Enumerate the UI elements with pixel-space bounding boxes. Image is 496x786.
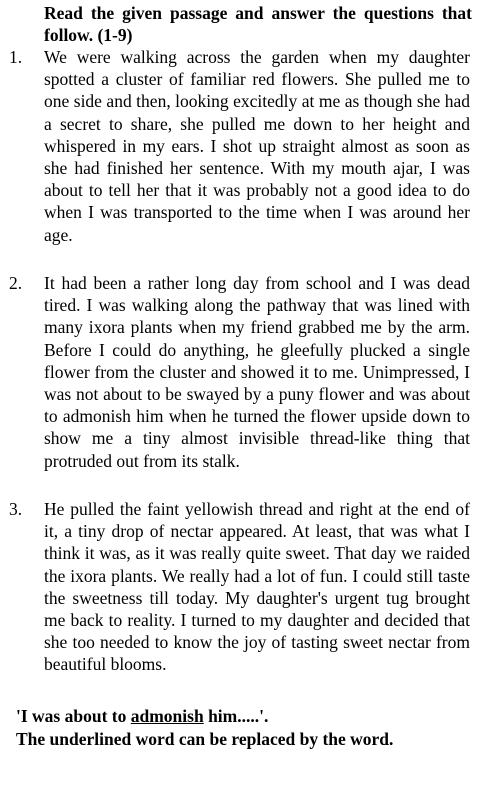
paragraph-number: 2. [9,273,23,293]
paragraph-text: He pulled the faint yellowish thread and right at the end of it, a tiny drop of nectar appeared. At least, that was what I think it was, as it was really quite sweet. That day we raided the ixora plants. We really had a lot of fun. I could still taste the sweetness till today. My daughter's urgent tug brought me back to reality. I turned to my daughter and decided that she too needed to know the joy of tasting sweet nectar from beautiful blooms. [44,499,470,675]
paragraph-text: It had been a rather long day from school and I was dead tired. I was walking along the pathway that was lined with many ixora plants when my friend grabbed me by the arm. Before I could do anything, he gleefully plucked a single flower from the cluster and showed it to me. Unimpressed, I was not about to be swayed by a puny flower and was about to admonish him when he turned the flower upside down to show me a tiny almost invisible thread-like thing that protruded out from its stalk. [44,273,470,471]
instruction-heading: Read the given passage and answer the questions that follow. (1-9) [44,3,472,45]
paragraph-text: We were walking across the garden when my daughter spotted a cluster of familiar red flowers. She pulled me to one side and then, looking excitedly at me as though she had a secret to share, she pulled me down to her height and whispered in my ears. I shot up straight almost as soon as she had finished her sentence. With my mouth ajar, I was about to tell her that it was probably not a good idea to do when I was transported to the time when I was around her age. [44,47,470,245]
question-quote [16,705,424,728]
question-prompt: The underlined word can be replaced by the word. [16,729,394,749]
paragraph-number: 3. [9,499,23,519]
paragraph-number: 1. [9,47,23,67]
underlined-word: admonish [130,706,204,726]
quote-prefix: 'I was about to [16,706,131,726]
quote-suffix: him.....'. [203,706,269,726]
question-block [16,705,424,751]
